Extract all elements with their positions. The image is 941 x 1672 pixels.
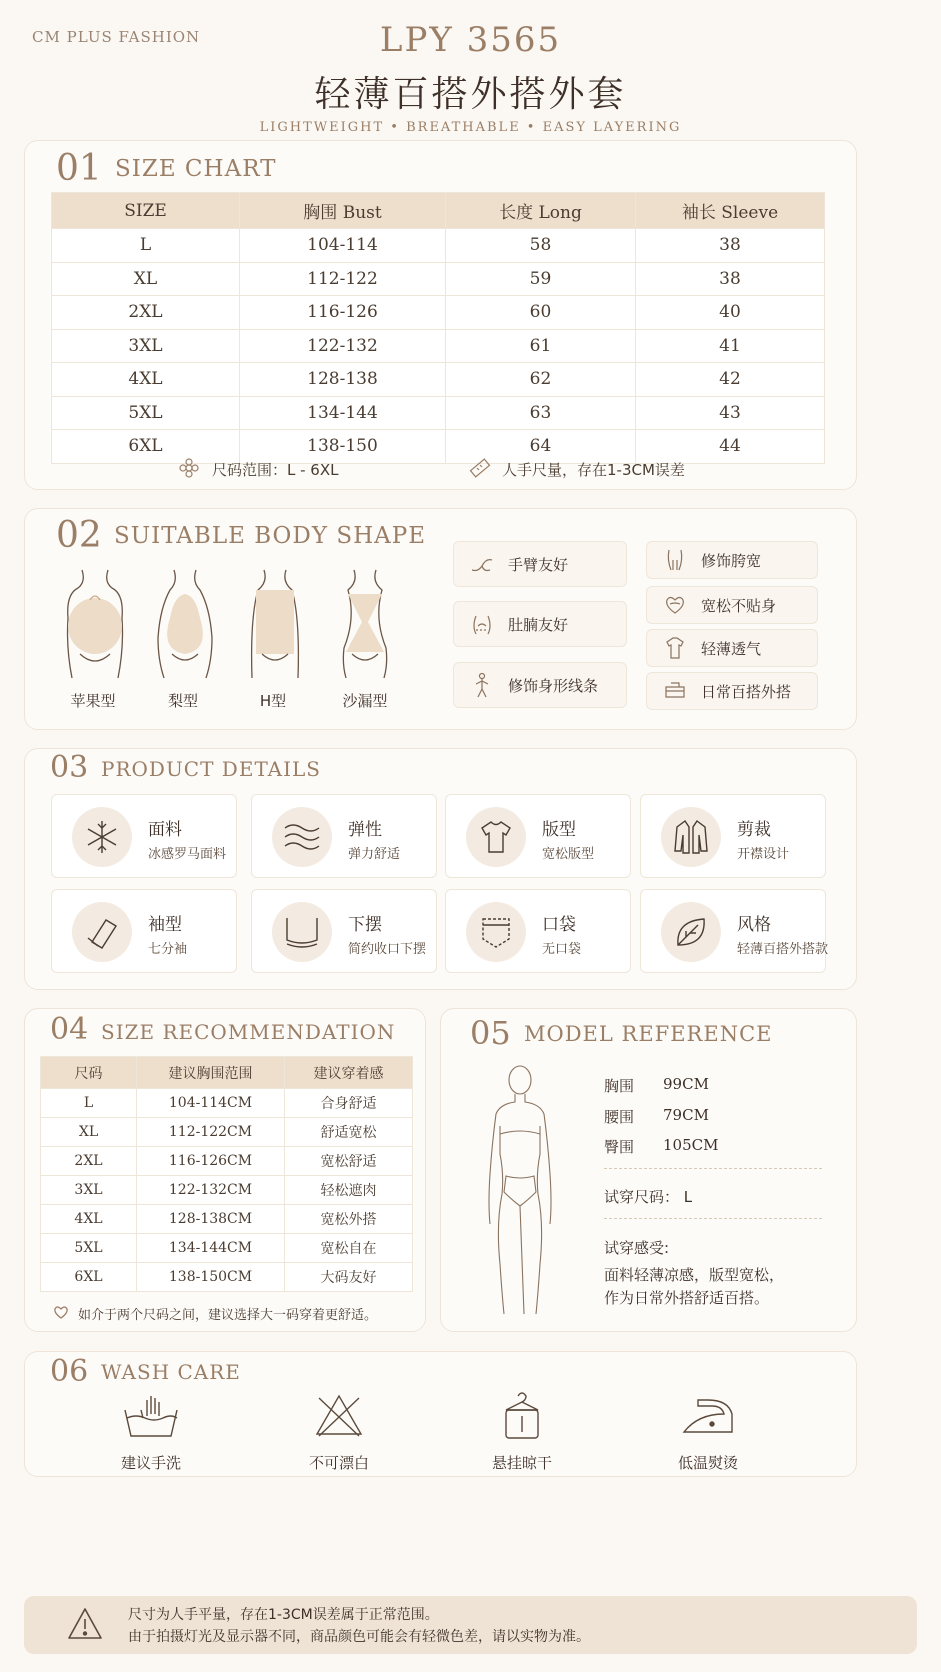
detail-sub: 七分袖 — [148, 942, 188, 957]
detail-cut — [640, 794, 826, 878]
section-title: SIZE RECOMMENDATION — [101, 1020, 396, 1044]
table-cell: 64 — [446, 430, 636, 464]
table-cell: 宽松舒适 — [285, 1147, 413, 1176]
table-header-row — [41, 1057, 413, 1089]
tried-size: 试穿尺码： L — [604, 1188, 693, 1206]
section-title: SUITABLE BODY SHAPE — [114, 523, 427, 549]
table-cell: 112-122CM — [137, 1118, 285, 1147]
table-cell: L — [41, 1089, 137, 1118]
table-row — [52, 363, 825, 397]
table-cell: 41 — [636, 329, 825, 363]
table-cell: 5XL — [41, 1234, 137, 1263]
feature-label: 日常百搭外搭 — [701, 682, 792, 701]
table-row — [52, 329, 825, 363]
detail-sub: 冰感罗马面料 — [148, 847, 227, 862]
heart-icon — [52, 1303, 70, 1321]
table-row — [41, 1263, 413, 1292]
brand-name: CM PLUS FASHION — [32, 28, 201, 46]
detail-style — [640, 889, 829, 973]
table-header: 建议胸围范围 — [137, 1057, 285, 1089]
detail-hem — [251, 889, 437, 973]
heart-icon — [661, 591, 689, 619]
detail-pocket — [445, 889, 631, 973]
feel-line-2: 作为日常外搭舒适百搭。 — [604, 1289, 770, 1307]
detail-sub: 无口袋 — [542, 942, 582, 957]
shape-label-pear: 梨型 — [167, 692, 198, 710]
table-cell: 60 — [446, 296, 636, 330]
table-cell: 2XL — [52, 296, 240, 330]
page-title: 轻薄百搭外搭外套 — [314, 74, 627, 115]
table-row — [41, 1176, 413, 1205]
feature-layering — [646, 672, 818, 710]
section-number: 01 — [56, 148, 102, 189]
table-cell: XL — [52, 262, 240, 296]
table-row — [41, 1205, 413, 1234]
table-header: 袖长 Sleeve — [636, 193, 825, 229]
shape-label-hourglass: 沙漏型 — [342, 692, 388, 710]
table-header: SIZE — [52, 193, 240, 229]
section-number: 02 — [56, 515, 102, 556]
detail-title: 弹性 — [348, 820, 382, 840]
warning-icon — [66, 1606, 104, 1642]
detail-fabric — [51, 794, 237, 878]
table-cell: 3XL — [41, 1176, 137, 1205]
pear-shape-figure — [150, 568, 220, 680]
table-cell: 63 — [446, 396, 636, 430]
table-header: 建议穿着感 — [285, 1057, 413, 1089]
feature-label: 修饰胯宽 — [701, 551, 762, 570]
table-cell: 43 — [636, 396, 825, 430]
table-cell: 5XL — [52, 396, 240, 430]
table-row — [41, 1234, 413, 1263]
table-cell: 122-132 — [240, 329, 446, 363]
detail-title: 袖型 — [148, 915, 182, 935]
pocket-icon — [466, 902, 526, 962]
table-cell: 44 — [636, 430, 825, 464]
table-cell: 3XL — [52, 329, 240, 363]
table-row — [52, 296, 825, 330]
tagline: LIGHTWEIGHT • BREATHABLE • EASY LAYERING — [259, 120, 682, 135]
detail-sub: 轻薄百搭外搭款 — [737, 942, 829, 957]
table-cell: 38 — [636, 229, 825, 263]
table-cell: 6XL — [52, 430, 240, 464]
size-chart-table — [51, 192, 825, 464]
table-row — [41, 1147, 413, 1176]
flower-icon — [178, 457, 200, 479]
wash-hang-dry — [462, 1388, 582, 1473]
section-number: 03 — [50, 750, 89, 785]
figure-line-icon — [468, 671, 496, 699]
table-row — [52, 262, 825, 296]
size-range-note: 尺码范围：L - 6XL — [212, 461, 339, 479]
table-cell: 59 — [446, 262, 636, 296]
feature-breathable — [646, 629, 818, 667]
detail-sub: 宽松版型 — [542, 847, 595, 862]
table-row — [41, 1118, 413, 1147]
hem-icon — [272, 902, 332, 962]
table-cell: 134-144 — [240, 396, 446, 430]
table-cell: 138-150CM — [137, 1263, 285, 1292]
wash-label: 不可漂白 — [308, 1454, 369, 1472]
table-cell: 40 — [636, 296, 825, 330]
table-cell: 138-150 — [240, 430, 446, 464]
table-cell: 4XL — [41, 1205, 137, 1234]
table-cell: XL — [41, 1118, 137, 1147]
feel-label: 试穿感受: — [604, 1239, 670, 1257]
section-number: 06 — [50, 1354, 89, 1389]
table-cell: 104-114 — [240, 229, 446, 263]
divider — [604, 1218, 822, 1219]
section-title: WASH CARE — [101, 1360, 241, 1384]
leaf-icon — [661, 902, 721, 962]
model-number: LPY 3565 — [379, 20, 562, 60]
wash-hand-wash — [91, 1392, 211, 1473]
table-cell: 104-114CM — [137, 1089, 285, 1118]
arm-icon — [468, 550, 496, 578]
table-cell: 58 — [446, 229, 636, 263]
hand-wash-icon — [121, 1392, 181, 1440]
table-cell: 轻松遮肉 — [285, 1176, 413, 1205]
wash-label: 低温熨烫 — [677, 1454, 738, 1472]
section-title: SIZE CHART — [115, 156, 277, 182]
table-header-row — [52, 193, 825, 229]
low-iron-icon — [678, 1392, 738, 1440]
table-row — [52, 229, 825, 263]
detail-sleeve — [51, 889, 237, 973]
detail-title: 版型 — [542, 820, 576, 840]
cardigan-icon — [661, 807, 721, 867]
tshirt-icon — [466, 807, 526, 867]
feature-label: 修饰身形线条 — [508, 676, 599, 695]
footer-line-2: 由于拍摄灯光及显示器不同，商品颜色可能会有轻微色差，请以实物为准。 — [128, 1629, 590, 1645]
table-cell: 合身舒适 — [285, 1089, 413, 1118]
bust-label: 胸围 — [604, 1077, 635, 1095]
table-cell: 42 — [636, 363, 825, 397]
footer-line-1: 尺寸为人手平量，存在1-3CM误差属于正常范围。 — [128, 1607, 439, 1623]
detail-title: 面料 — [148, 820, 182, 840]
feel-line-1: 面料轻薄凉感，版型宽松， — [604, 1266, 785, 1284]
detail-title: 下摆 — [348, 915, 382, 935]
model-figure — [478, 1064, 562, 1320]
detail-sub: 弹力舒适 — [348, 847, 401, 862]
wash-no-bleach — [279, 1392, 399, 1473]
ruler-icon — [468, 456, 492, 480]
section-title: PRODUCT DETAILS — [101, 757, 322, 781]
table-cell: 122-132CM — [137, 1176, 285, 1205]
table-cell: 61 — [446, 329, 636, 363]
table-cell: 128-138CM — [137, 1205, 285, 1234]
shape-label-h: H型 — [259, 692, 287, 710]
table-cell: 112-122 — [240, 262, 446, 296]
h-shape-figure — [240, 568, 310, 680]
apple-shape-figure — [60, 568, 130, 680]
section-title: MODEL REFERENCE — [524, 1022, 773, 1046]
feature-belly-friendly — [453, 601, 627, 647]
feature-label: 宽松不贴身 — [701, 596, 777, 615]
table-cell: 舒适宽松 — [285, 1118, 413, 1147]
footer-notice — [24, 1596, 917, 1654]
size-rec-note: 如介于两个尺码之间，建议选择大一码穿着更舒适。 — [78, 1308, 378, 1323]
feature-silhouette — [453, 662, 627, 708]
table-cell: 宽松自在 — [285, 1234, 413, 1263]
feature-label: 手臂友好 — [508, 555, 569, 574]
stretch-icon — [272, 807, 332, 867]
feature-arm-friendly — [453, 541, 627, 587]
shirt-icon — [661, 634, 689, 662]
sleeve-icon — [72, 902, 132, 962]
table-cell: 62 — [446, 363, 636, 397]
wash-low-iron — [648, 1392, 768, 1473]
table-cell: 2XL — [41, 1147, 137, 1176]
table-row — [41, 1089, 413, 1118]
detail-sub: 简约收口下摆 — [348, 942, 427, 957]
table-cell: 6XL — [41, 1263, 137, 1292]
hang-dry-icon — [492, 1388, 552, 1440]
table-row — [52, 430, 825, 464]
detail-fit — [445, 794, 631, 878]
section-number: 04 — [50, 1012, 89, 1047]
table-cell: 4XL — [52, 363, 240, 397]
table-row — [52, 396, 825, 430]
hip-value: 105CM — [663, 1136, 719, 1154]
section-number: 05 — [470, 1014, 511, 1052]
table-cell: 134-144CM — [137, 1234, 285, 1263]
belly-icon — [468, 610, 496, 638]
snowflake-icon — [72, 807, 132, 867]
bust-value: 99CM — [663, 1075, 709, 1093]
wash-label: 悬挂晾干 — [491, 1454, 552, 1472]
feature-loose-fit — [646, 586, 818, 624]
waist-value: 79CM — [663, 1106, 709, 1124]
feature-hip-flattering — [646, 541, 818, 579]
table-cell: 宽松外搭 — [285, 1205, 413, 1234]
shape-label-apple: 苹果型 — [70, 692, 116, 710]
feature-label: 肚腩友好 — [508, 615, 569, 634]
measure-note: 人手尺量，存在1-3CM误差 — [502, 461, 685, 479]
folded-clothes-icon — [661, 677, 689, 705]
table-cell: 128-138 — [240, 363, 446, 397]
detail-elasticity — [251, 794, 437, 878]
table-cell: 大码友好 — [285, 1263, 413, 1292]
table-header: 胸围 Bust — [240, 193, 446, 229]
waist-label: 腰围 — [604, 1108, 635, 1126]
no-bleach-icon — [309, 1392, 369, 1440]
detail-title: 口袋 — [542, 915, 576, 935]
table-cell: L — [52, 229, 240, 263]
table-header: 尺码 — [41, 1057, 137, 1089]
detail-title: 风格 — [737, 915, 771, 935]
table-cell: 38 — [636, 262, 825, 296]
table-header: 长度 Long — [446, 193, 636, 229]
detail-title: 剪裁 — [737, 820, 771, 840]
divider — [604, 1168, 822, 1169]
size-recommendation-table — [40, 1056, 413, 1292]
hourglass-shape-figure — [330, 568, 400, 680]
feature-label: 轻薄透气 — [701, 639, 762, 658]
table-cell: 116-126 — [240, 296, 446, 330]
table-cell: 116-126CM — [137, 1147, 285, 1176]
wash-label: 建议手洗 — [120, 1454, 181, 1472]
hip-label: 臀围 — [604, 1138, 635, 1156]
hip-icon — [661, 546, 689, 574]
detail-sub: 开襟设计 — [737, 847, 790, 862]
